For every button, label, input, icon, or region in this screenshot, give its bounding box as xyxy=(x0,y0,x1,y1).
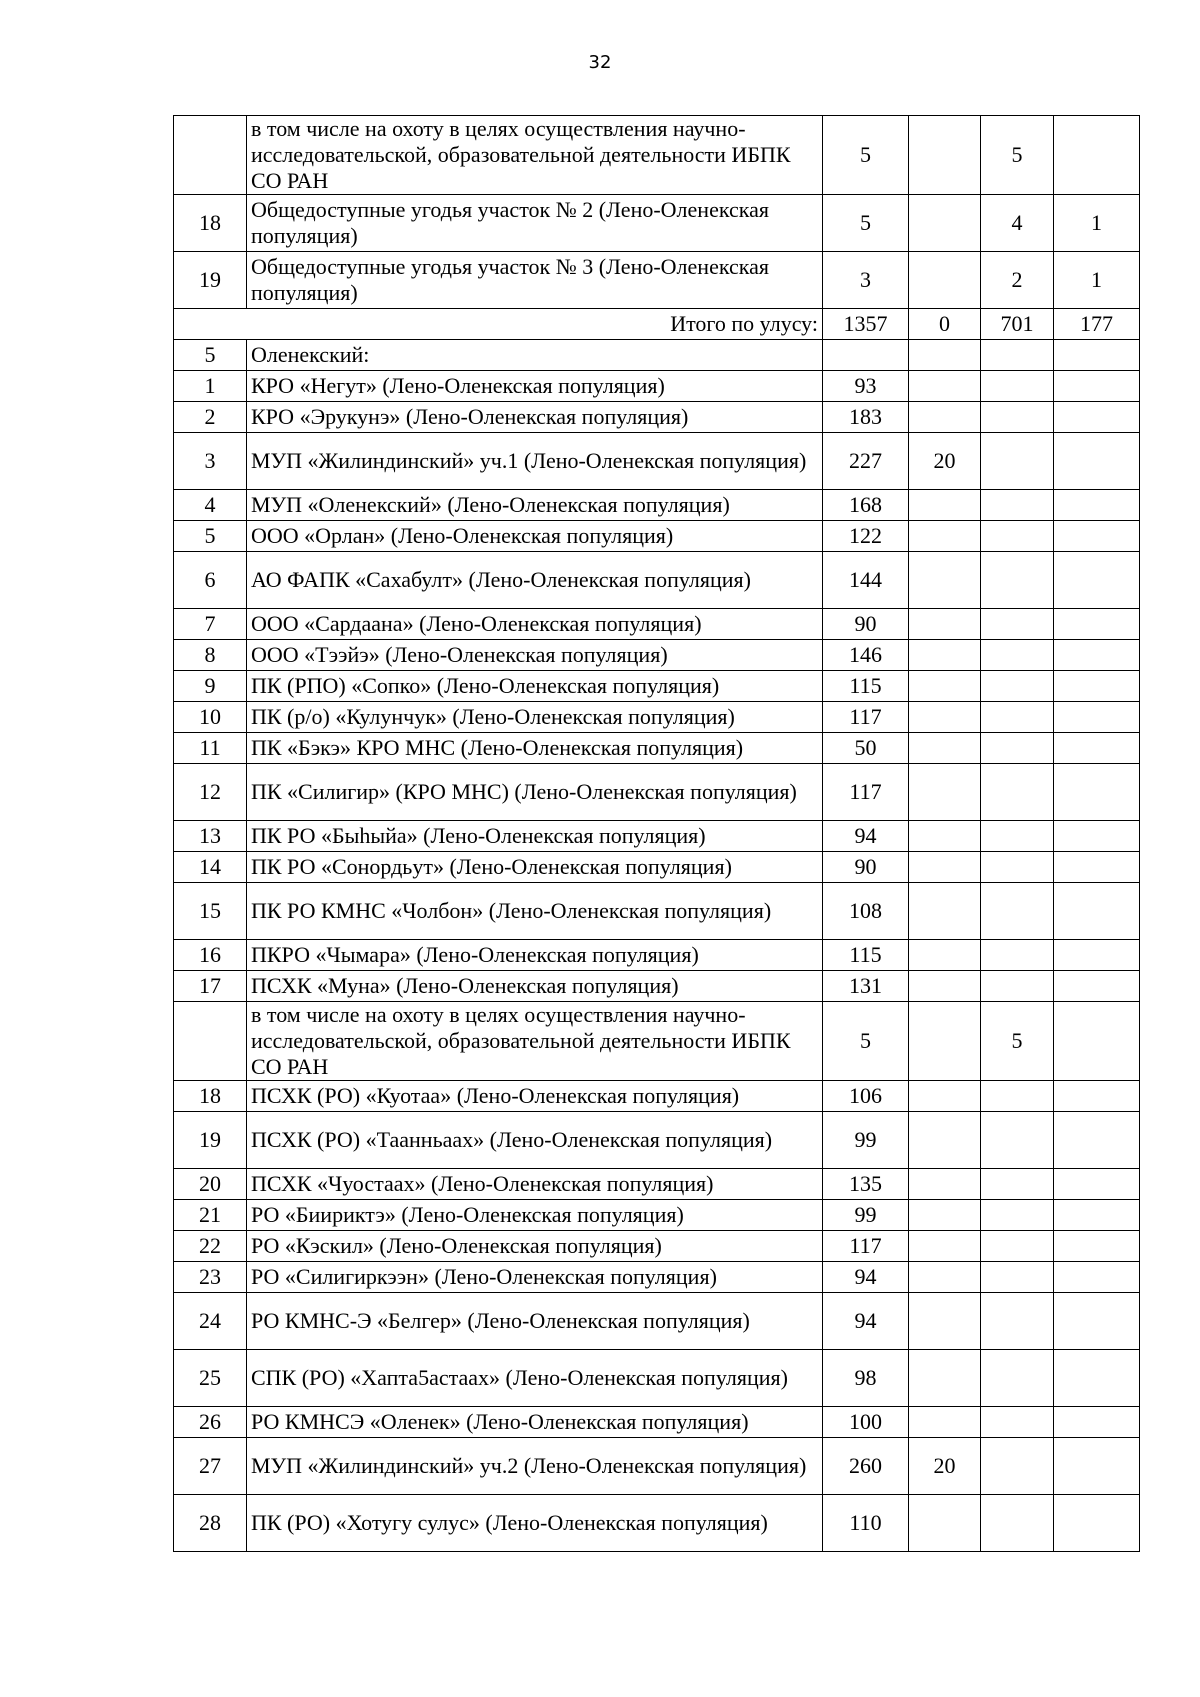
table-row xyxy=(174,371,1140,402)
value-col-1: 94 xyxy=(823,821,909,852)
value-col-4 xyxy=(1054,640,1140,671)
value-col-2 xyxy=(909,1293,981,1350)
row-name: ПК (РПО) «Сопко» (Лено-Оленекская популяция) xyxy=(247,671,823,702)
table-row xyxy=(174,852,1140,883)
value-col-2: 20 xyxy=(909,433,981,490)
row-number: 11 xyxy=(174,733,247,764)
value-col-4 xyxy=(1054,433,1140,490)
value-col-3 xyxy=(981,490,1054,521)
value-col-4 xyxy=(1054,1112,1140,1169)
value-col-2 xyxy=(909,609,981,640)
row-name: КРО «Эрукунэ» (Лено-Оленекская популяция) xyxy=(247,402,823,433)
value-col-2 xyxy=(909,1081,981,1112)
value-col-3 xyxy=(981,433,1054,490)
row-name: МУП «Жилиндинский» уч.2 (Лено-Оленекская популяция) xyxy=(247,1438,823,1495)
value-col-1: 144 xyxy=(823,552,909,609)
row-name: ПК (РО) «Хотугу сулус» (Лено-Оленекская популяция) xyxy=(247,1495,823,1552)
value-col-1: 183 xyxy=(823,402,909,433)
table-row xyxy=(174,521,1140,552)
row-number: 6 xyxy=(174,552,247,609)
value-col-3 xyxy=(981,1438,1054,1495)
value-col-4 xyxy=(1054,971,1140,1002)
value-col-3 xyxy=(981,1081,1054,1112)
value-col-3 xyxy=(981,733,1054,764)
row-number: 10 xyxy=(174,702,247,733)
value-col-2 xyxy=(909,883,981,940)
value-col-3 xyxy=(981,609,1054,640)
value-col-4 xyxy=(1054,1200,1140,1231)
value-col-3 xyxy=(981,1407,1054,1438)
table-row xyxy=(174,1169,1140,1200)
value-col-2 xyxy=(909,640,981,671)
value-col-2 xyxy=(909,733,981,764)
value-col-2 xyxy=(909,195,981,252)
table-row xyxy=(174,883,1140,940)
value-col-4 xyxy=(1054,733,1140,764)
value-col-1: 90 xyxy=(823,852,909,883)
row-number: 24 xyxy=(174,1293,247,1350)
value-col-3 xyxy=(981,371,1054,402)
value-col-3 xyxy=(981,521,1054,552)
table-row xyxy=(174,1262,1140,1293)
table-row xyxy=(174,1495,1140,1552)
row-name: Общедоступные угодья участок № 3 (Лено-Оленекская популяция) xyxy=(247,252,823,309)
row-name: РО «Силигиркээн» (Лено-Оленекская популяция) xyxy=(247,1262,823,1293)
row-number: 14 xyxy=(174,852,247,883)
row-number: 7 xyxy=(174,609,247,640)
value-col-1: 90 xyxy=(823,609,909,640)
value-col-4 xyxy=(1054,702,1140,733)
row-number: 4 xyxy=(174,490,247,521)
total-row xyxy=(174,309,1140,340)
value-col-2 xyxy=(909,1169,981,1200)
value-col-2 xyxy=(909,252,981,309)
value-col-3 xyxy=(981,852,1054,883)
table-row xyxy=(174,940,1140,971)
table-row xyxy=(174,821,1140,852)
row-name: ООО «Сардаана» (Лено-Оленекская популяция) xyxy=(247,609,823,640)
value-col-3 xyxy=(981,1231,1054,1262)
row-number xyxy=(174,116,247,195)
row-number: 23 xyxy=(174,1262,247,1293)
value-col-1: 108 xyxy=(823,883,909,940)
row-number: 27 xyxy=(174,1438,247,1495)
row-name: ПСХК (РО) «Куотаа» (Лено-Оленекская популяция) xyxy=(247,1081,823,1112)
table-row xyxy=(174,1438,1140,1495)
value-col-1: 115 xyxy=(823,671,909,702)
value-col-2 xyxy=(909,552,981,609)
value-col-4 xyxy=(1054,821,1140,852)
table-row xyxy=(174,609,1140,640)
value-col-4 xyxy=(1054,852,1140,883)
value-col-3: 2 xyxy=(981,252,1054,309)
value-col-1: 115 xyxy=(823,940,909,971)
value-col-3: 5 xyxy=(981,116,1054,195)
value-col-2: 0 xyxy=(909,309,981,340)
value-col-4 xyxy=(1054,1002,1140,1081)
value-col-4 xyxy=(1054,521,1140,552)
row-number: 2 xyxy=(174,402,247,433)
value-col-1: 5 xyxy=(823,195,909,252)
row-name: ПСХК (РО) «Таанньаах» (Лено-Оленекская популяция) xyxy=(247,1112,823,1169)
value-col-3 xyxy=(981,640,1054,671)
row-name: Оленекский: xyxy=(247,340,823,371)
value-col-3 xyxy=(981,940,1054,971)
value-col-4 xyxy=(1054,1350,1140,1407)
value-col-3 xyxy=(981,1495,1054,1552)
value-col-3: 4 xyxy=(981,195,1054,252)
table-row xyxy=(174,1407,1140,1438)
total-label: Итого по улусу: xyxy=(174,309,823,340)
value-col-2 xyxy=(909,821,981,852)
value-col-3 xyxy=(981,1293,1054,1350)
value-col-4: 1 xyxy=(1054,195,1140,252)
row-number: 22 xyxy=(174,1231,247,1262)
value-col-1: 1357 xyxy=(823,309,909,340)
value-col-1: 5 xyxy=(823,1002,909,1081)
row-name: ПК РО «Быһыйа» (Лено-Оленекская популяция) xyxy=(247,821,823,852)
value-col-1: 94 xyxy=(823,1293,909,1350)
row-name: ООО «Тээйэ» (Лено-Оленекская популяция) xyxy=(247,640,823,671)
row-number: 9 xyxy=(174,671,247,702)
value-col-2 xyxy=(909,671,981,702)
value-col-3 xyxy=(981,402,1054,433)
value-col-1: 122 xyxy=(823,521,909,552)
value-col-1: 135 xyxy=(823,1169,909,1200)
table-row xyxy=(174,1231,1140,1262)
row-number: 26 xyxy=(174,1407,247,1438)
row-number xyxy=(174,1002,247,1081)
value-col-1: 94 xyxy=(823,1262,909,1293)
table-row xyxy=(174,402,1140,433)
value-col-4: 1 xyxy=(1054,252,1140,309)
row-number: 20 xyxy=(174,1169,247,1200)
row-number: 17 xyxy=(174,971,247,1002)
allocation-table xyxy=(173,115,1140,1552)
value-col-1: 227 xyxy=(823,433,909,490)
value-col-4 xyxy=(1054,340,1140,371)
table-row xyxy=(174,340,1140,371)
row-number: 5 xyxy=(174,340,247,371)
value-col-2 xyxy=(909,702,981,733)
value-col-2 xyxy=(909,1231,981,1262)
value-col-2 xyxy=(909,1002,981,1081)
table-row xyxy=(174,671,1140,702)
table-row xyxy=(174,640,1140,671)
value-col-4 xyxy=(1054,883,1140,940)
table-row xyxy=(174,1200,1140,1231)
table-row xyxy=(174,552,1140,609)
value-col-2 xyxy=(909,1495,981,1552)
value-col-4 xyxy=(1054,552,1140,609)
row-number: 1 xyxy=(174,371,247,402)
row-number: 28 xyxy=(174,1495,247,1552)
row-name: РО КМНСЭ «Оленек» (Лено-Оленекская популяция) xyxy=(247,1407,823,1438)
row-number: 13 xyxy=(174,821,247,852)
value-col-4 xyxy=(1054,940,1140,971)
table-row xyxy=(174,1350,1140,1407)
row-name: ООО «Орлан» (Лено-Оленекская популяция) xyxy=(247,521,823,552)
value-col-3 xyxy=(981,971,1054,1002)
table-row xyxy=(174,433,1140,490)
row-name: Общедоступные угодья участок № 2 (Лено-Оленекская популяция) xyxy=(247,195,823,252)
value-col-2 xyxy=(909,521,981,552)
value-col-3 xyxy=(981,702,1054,733)
row-name: ПСХК «Муна» (Лено-Оленекская популяция) xyxy=(247,971,823,1002)
value-col-3 xyxy=(981,764,1054,821)
value-col-3 xyxy=(981,340,1054,371)
value-col-4 xyxy=(1054,402,1140,433)
row-number: 19 xyxy=(174,1112,247,1169)
value-col-4 xyxy=(1054,671,1140,702)
row-number: 19 xyxy=(174,252,247,309)
value-col-4 xyxy=(1054,1495,1140,1552)
value-col-3 xyxy=(981,883,1054,940)
row-number: 12 xyxy=(174,764,247,821)
value-col-3 xyxy=(981,1112,1054,1169)
table-row xyxy=(174,252,1140,309)
value-col-3: 701 xyxy=(981,309,1054,340)
row-name: ПК «Бэкэ» КРО МНС (Лено-Оленекская популяция) xyxy=(247,733,823,764)
row-name: АО ФАПК «Сахабулт» (Лено-Оленекская популяция) xyxy=(247,552,823,609)
value-col-3 xyxy=(981,671,1054,702)
table-row xyxy=(174,764,1140,821)
value-col-3 xyxy=(981,1200,1054,1231)
value-col-4 xyxy=(1054,490,1140,521)
value-col-1: 93 xyxy=(823,371,909,402)
value-col-4 xyxy=(1054,1081,1140,1112)
value-col-1: 3 xyxy=(823,252,909,309)
value-col-1: 117 xyxy=(823,1231,909,1262)
row-name: РО КМНС-Э «Белгер» (Лено-Оленекская популяция) xyxy=(247,1293,823,1350)
row-name: СПК (РО) «Хапта5астаах» (Лено-Оленекская популяция) xyxy=(247,1350,823,1407)
row-name: ПК РО КМНС «Чолбон» (Лено-Оленекская популяция) xyxy=(247,883,823,940)
value-col-4 xyxy=(1054,116,1140,195)
table-row xyxy=(174,733,1140,764)
value-col-2 xyxy=(909,1200,981,1231)
row-name: РО «Биириктэ» (Лено-Оленекская популяция) xyxy=(247,1200,823,1231)
table-row xyxy=(174,1293,1140,1350)
row-name: МУП «Оленекский» (Лено-Оленекская популяция) xyxy=(247,490,823,521)
row-name: в том числе на охоту в целях осуществления научно-исследовательской, образовательной деятельности ИБПК СО РАН xyxy=(247,1002,823,1081)
value-col-2 xyxy=(909,1112,981,1169)
value-col-4 xyxy=(1054,1169,1140,1200)
row-number: 18 xyxy=(174,1081,247,1112)
value-col-4 xyxy=(1054,1438,1140,1495)
row-name: МУП «Жилиндинский» уч.1 (Лено-Оленекская популяция) xyxy=(247,433,823,490)
row-name: в том числе на охоту в целях осуществления научно-исследовательской, образовательной деятельности ИБПК СО РАН xyxy=(247,116,823,195)
value-col-3 xyxy=(981,1169,1054,1200)
table-row xyxy=(174,702,1140,733)
row-number: 5 xyxy=(174,521,247,552)
value-col-1: 50 xyxy=(823,733,909,764)
value-col-4 xyxy=(1054,371,1140,402)
value-col-1: 5 xyxy=(823,116,909,195)
row-name: ПК РО «Сонордьут» (Лено-Оленекская популяция) xyxy=(247,852,823,883)
row-number: 18 xyxy=(174,195,247,252)
table-row xyxy=(174,490,1140,521)
row-name: ПСХК «Чуостаах» (Лено-Оленекская популяция) xyxy=(247,1169,823,1200)
value-col-4 xyxy=(1054,1262,1140,1293)
value-col-4 xyxy=(1054,1231,1140,1262)
row-name: РО «Кэскил» (Лено-Оленекская популяция) xyxy=(247,1231,823,1262)
page-number: 32 xyxy=(588,52,612,73)
row-name: ПК «Силигир» (КРО МНС) (Лено-Оленекская популяция) xyxy=(247,764,823,821)
table-row xyxy=(174,971,1140,1002)
value-col-3 xyxy=(981,1262,1054,1293)
value-col-1: 100 xyxy=(823,1407,909,1438)
value-col-2 xyxy=(909,340,981,371)
value-col-2 xyxy=(909,1350,981,1407)
value-col-2 xyxy=(909,971,981,1002)
value-col-4: 177 xyxy=(1054,309,1140,340)
table-row xyxy=(174,116,1140,195)
value-col-2 xyxy=(909,940,981,971)
table-body xyxy=(174,116,1140,1552)
row-number: 21 xyxy=(174,1200,247,1231)
row-number: 3 xyxy=(174,433,247,490)
value-col-2 xyxy=(909,1407,981,1438)
value-col-4 xyxy=(1054,764,1140,821)
row-name: ПКРО «Чымара» (Лено-Оленекская популяция) xyxy=(247,940,823,971)
value-col-1: 117 xyxy=(823,764,909,821)
table-row xyxy=(174,1112,1140,1169)
value-col-1: 106 xyxy=(823,1081,909,1112)
value-col-1: 99 xyxy=(823,1200,909,1231)
value-col-1: 260 xyxy=(823,1438,909,1495)
value-col-1: 146 xyxy=(823,640,909,671)
value-col-2 xyxy=(909,1262,981,1293)
value-col-2 xyxy=(909,490,981,521)
value-col-1 xyxy=(823,340,909,371)
row-number: 8 xyxy=(174,640,247,671)
value-col-2 xyxy=(909,402,981,433)
value-col-1: 98 xyxy=(823,1350,909,1407)
value-col-4 xyxy=(1054,1293,1140,1350)
value-col-2 xyxy=(909,852,981,883)
value-col-1: 110 xyxy=(823,1495,909,1552)
value-col-2: 20 xyxy=(909,1438,981,1495)
value-col-3 xyxy=(981,821,1054,852)
table-row xyxy=(174,195,1140,252)
row-name: ПК (р/о) «Кулунчук» (Лено-Оленекская популяция) xyxy=(247,702,823,733)
value-col-2 xyxy=(909,371,981,402)
value-col-3 xyxy=(981,1350,1054,1407)
row-name: КРО «Негут» (Лено-Оленекская популяция) xyxy=(247,371,823,402)
value-col-4 xyxy=(1054,609,1140,640)
row-number: 16 xyxy=(174,940,247,971)
value-col-3: 5 xyxy=(981,1002,1054,1081)
row-number: 15 xyxy=(174,883,247,940)
value-col-1: 99 xyxy=(823,1112,909,1169)
value-col-1: 117 xyxy=(823,702,909,733)
value-col-1: 131 xyxy=(823,971,909,1002)
table-row xyxy=(174,1002,1140,1081)
value-col-2 xyxy=(909,116,981,195)
table-row xyxy=(174,1081,1140,1112)
value-col-1: 168 xyxy=(823,490,909,521)
value-col-2 xyxy=(909,764,981,821)
value-col-3 xyxy=(981,552,1054,609)
row-number: 25 xyxy=(174,1350,247,1407)
value-col-4 xyxy=(1054,1407,1140,1438)
